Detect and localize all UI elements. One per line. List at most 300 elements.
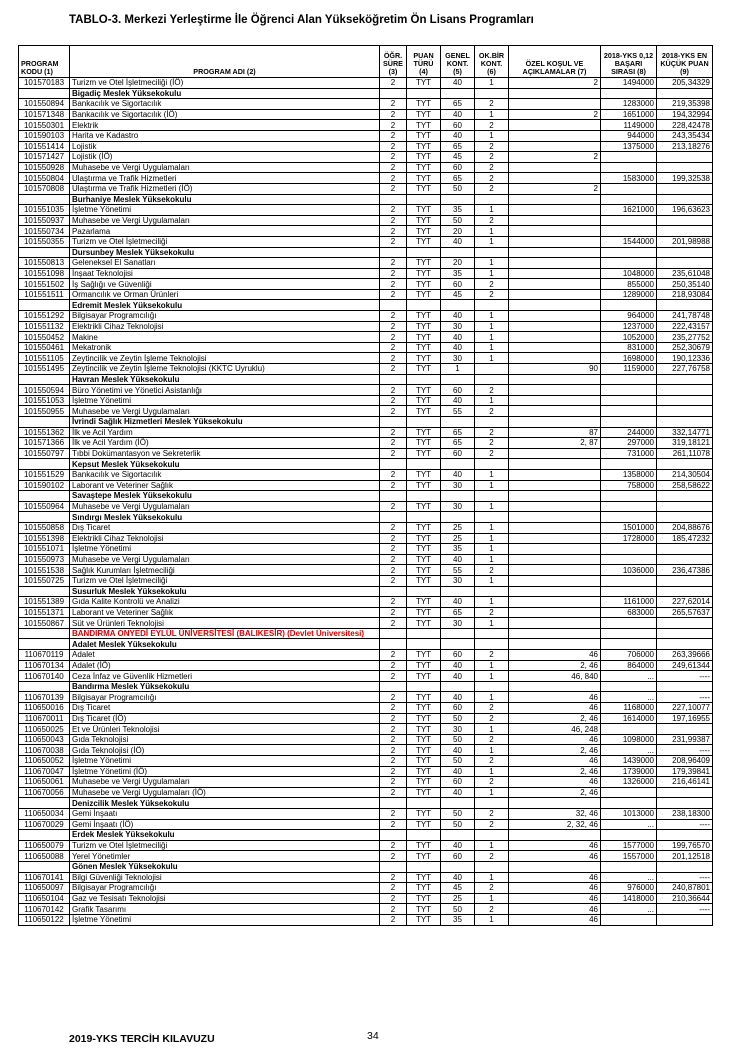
program-code-cell: 101550937: [19, 215, 70, 226]
empty-cell: [475, 459, 509, 470]
top-student-quota-cell: 2: [475, 703, 509, 714]
table-row: [19, 99, 713, 110]
top-student-quota-cell: [475, 364, 509, 375]
general-quota-cell: 50: [441, 713, 475, 724]
empty-cell: [601, 88, 657, 99]
general-quota-cell: 30: [441, 575, 475, 586]
min-score-cell: 252,30679: [657, 342, 713, 353]
program-code-cell: 101551511: [19, 289, 70, 300]
general-quota-cell: 50: [441, 904, 475, 915]
program-name-cell: Turizm ve Otel İşletmeciliği: [70, 575, 380, 586]
success-rank-cell: 244000: [601, 427, 657, 438]
min-score-cell: 228,42478: [657, 120, 713, 131]
special-conditions-cell: 46: [509, 840, 601, 851]
duration-cell: 2: [380, 395, 407, 406]
success-rank-cell: [601, 618, 657, 629]
duration-cell: 2: [380, 183, 407, 194]
empty-cell: [601, 417, 657, 428]
top-student-quota-cell: 1: [475, 575, 509, 586]
program-code-cell: 110670047: [19, 766, 70, 777]
min-score-cell: 214,30504: [657, 469, 713, 480]
table-row: [19, 766, 713, 777]
general-quota-cell: 40: [441, 787, 475, 798]
duration-cell: 2: [380, 883, 407, 894]
empty-cell: [475, 681, 509, 692]
empty-cell: [509, 512, 601, 523]
duration-cell: 2: [380, 671, 407, 682]
empty-cell: [509, 681, 601, 692]
min-score-cell: 199,32538: [657, 173, 713, 184]
school-header-row: [19, 491, 713, 502]
top-student-quota-cell: 2: [475, 565, 509, 576]
table-row: [19, 353, 713, 364]
score-type-cell: TYT: [407, 914, 441, 925]
school-header-row: [19, 861, 713, 872]
program-name-cell: Turizm ve Otel İşletmeciliği: [70, 236, 380, 247]
duration-cell: 2: [380, 427, 407, 438]
table-row: [19, 883, 713, 894]
empty-cell: [380, 830, 407, 841]
table-row: [19, 533, 713, 544]
program-code-cell: 101571348: [19, 109, 70, 120]
general-quota-cell: 30: [441, 724, 475, 735]
empty-cell: [19, 830, 70, 841]
general-quota-cell: 50: [441, 808, 475, 819]
empty-cell: [19, 681, 70, 692]
top-student-quota-cell: 2: [475, 173, 509, 184]
special-conditions-cell: [509, 607, 601, 618]
success-rank-cell: 1418000: [601, 893, 657, 904]
program-name-cell: Muhasebe ve Vergi Uygulamaları: [70, 406, 380, 417]
top-student-quota-cell: 1: [475, 226, 509, 237]
school-header-row: [19, 88, 713, 99]
duration-cell: 2: [380, 904, 407, 915]
min-score-cell: 205,34329: [657, 78, 713, 89]
table-row: [19, 914, 713, 925]
duration-cell: 2: [380, 914, 407, 925]
program-name-cell: Elektrikli Cihaz Teknolojisi: [70, 321, 380, 332]
score-type-cell: TYT: [407, 353, 441, 364]
program-code-cell: 101551398: [19, 533, 70, 544]
top-student-quota-cell: 2: [475, 819, 509, 830]
success-rank-cell: ...: [601, 904, 657, 915]
success-rank-cell: 1161000: [601, 597, 657, 608]
program-name-cell: Dış Ticaret: [70, 522, 380, 533]
special-conditions-cell: [509, 258, 601, 269]
program-code-cell: 110670139: [19, 692, 70, 703]
program-code-cell: 101551389: [19, 597, 70, 608]
top-student-quota-cell: 1: [475, 618, 509, 629]
program-name-cell: Muhasebe ve Vergi Uygulamaları: [70, 215, 380, 226]
table-row: [19, 78, 713, 89]
table-row: [19, 268, 713, 279]
general-quota-cell: 65: [441, 99, 475, 110]
success-rank-cell: [601, 385, 657, 396]
success-rank-cell: 1168000: [601, 703, 657, 714]
empty-cell: [441, 830, 475, 841]
school-header-row: [19, 417, 713, 428]
top-student-quota-cell: 1: [475, 78, 509, 89]
empty-cell: [657, 586, 713, 597]
program-code-cell: 101571427: [19, 152, 70, 163]
empty-cell: [475, 639, 509, 650]
empty-cell: [407, 639, 441, 650]
special-conditions-cell: [509, 226, 601, 237]
general-quota-cell: 50: [441, 734, 475, 745]
top-student-quota-cell: 1: [475, 321, 509, 332]
table-row: [19, 660, 713, 671]
program-code-cell: 101551414: [19, 141, 70, 152]
table-row: [19, 756, 713, 767]
top-student-quota-cell: 1: [475, 109, 509, 120]
program-name-cell: Lojistik: [70, 141, 380, 152]
general-quota-cell: 40: [441, 332, 475, 343]
empty-cell: [19, 459, 70, 470]
special-conditions-cell: 46: [509, 650, 601, 661]
special-conditions-cell: [509, 205, 601, 216]
top-student-quota-cell: 1: [475, 692, 509, 703]
min-score-cell: 194,32994: [657, 109, 713, 120]
duration-cell: 2: [380, 78, 407, 89]
program-code-cell: 110670141: [19, 872, 70, 883]
general-quota-cell: 60: [441, 162, 475, 173]
min-score-cell: 219,35398: [657, 99, 713, 110]
general-quota-cell: 40: [441, 671, 475, 682]
general-quota-cell: 30: [441, 618, 475, 629]
table-row: [19, 745, 713, 756]
empty-cell: [407, 586, 441, 597]
general-quota-cell: 65: [441, 607, 475, 618]
duration-cell: 2: [380, 575, 407, 586]
empty-cell: [407, 861, 441, 872]
program-code-cell: 101550867: [19, 618, 70, 629]
score-type-cell: TYT: [407, 692, 441, 703]
empty-cell: [380, 374, 407, 385]
general-quota-cell: 55: [441, 406, 475, 417]
score-type-cell: TYT: [407, 808, 441, 819]
empty-cell: [19, 491, 70, 502]
top-student-quota-cell: 2: [475, 438, 509, 449]
duration-cell: 2: [380, 501, 407, 512]
empty-cell: [19, 512, 70, 523]
program-code-cell: 101550894: [19, 99, 70, 110]
special-conditions-cell: [509, 289, 601, 300]
program-code-cell: 101551105: [19, 353, 70, 364]
program-code-cell: 110670038: [19, 745, 70, 756]
header-success-rank: 2018-YKS 0,12 BAŞARI SIRASI (8): [601, 46, 657, 78]
duration-cell: 2: [380, 703, 407, 714]
general-quota-cell: 40: [441, 766, 475, 777]
program-name-cell: Ormancılık ve Orman Ürünleri: [70, 289, 380, 300]
success-rank-cell: 1048000: [601, 268, 657, 279]
duration-cell: 2: [380, 692, 407, 703]
empty-cell: [657, 798, 713, 809]
duration-cell: 2: [380, 660, 407, 671]
general-quota-cell: 40: [441, 554, 475, 565]
special-conditions-cell: 2, 32, 46: [509, 819, 601, 830]
score-type-cell: TYT: [407, 777, 441, 788]
table-row: [19, 395, 713, 406]
top-student-quota-cell: 1: [475, 893, 509, 904]
header-row: [19, 46, 713, 78]
empty-cell: [19, 417, 70, 428]
special-conditions-cell: [509, 120, 601, 131]
empty-cell: [509, 628, 601, 639]
success-rank-cell: 1439000: [601, 756, 657, 767]
success-rank-cell: 831000: [601, 342, 657, 353]
empty-cell: [601, 300, 657, 311]
program-code-cell: 101550734: [19, 226, 70, 237]
school-name: Erdek Meslek Yüksekokulu: [70, 830, 380, 841]
program-code-cell: 101550797: [19, 448, 70, 459]
program-name-cell: Gıda Kalite Kontrolü ve Analizi: [70, 597, 380, 608]
program-code-cell: 101550461: [19, 342, 70, 353]
empty-cell: [380, 417, 407, 428]
empty-cell: [441, 247, 475, 258]
program-code-cell: 110650034: [19, 808, 70, 819]
general-quota-cell: 65: [441, 427, 475, 438]
program-name-cell: Laborant ve Veteriner Sağlık: [70, 607, 380, 618]
program-name-cell: Muhasebe ve Vergi Uygulamaları: [70, 501, 380, 512]
min-score-cell: [657, 162, 713, 173]
duration-cell: 2: [380, 289, 407, 300]
program-code-cell: 101550973: [19, 554, 70, 565]
program-code-cell: 101550804: [19, 173, 70, 184]
empty-cell: [19, 300, 70, 311]
score-type-cell: TYT: [407, 745, 441, 756]
score-type-cell: TYT: [407, 724, 441, 735]
general-quota-cell: 45: [441, 289, 475, 300]
success-rank-cell: 1149000: [601, 120, 657, 131]
duration-cell: 2: [380, 311, 407, 322]
program-name-cell: Pazarlama: [70, 226, 380, 237]
duration-cell: 2: [380, 808, 407, 819]
program-name-cell: İlk ve Acil Yardım: [70, 427, 380, 438]
top-student-quota-cell: 2: [475, 385, 509, 396]
special-conditions-cell: [509, 130, 601, 141]
table-row: [19, 141, 713, 152]
min-score-cell: [657, 406, 713, 417]
score-type-cell: TYT: [407, 183, 441, 194]
duration-cell: 2: [380, 522, 407, 533]
table-row: [19, 777, 713, 788]
duration-cell: 2: [380, 713, 407, 724]
program-code-cell: 101590103: [19, 130, 70, 141]
special-conditions-cell: [509, 565, 601, 576]
score-type-cell: TYT: [407, 109, 441, 120]
success-rank-cell: [601, 501, 657, 512]
program-code-cell: 110650043: [19, 734, 70, 745]
program-name-cell: İş Sağlığı ve Güvenliği: [70, 279, 380, 290]
empty-cell: [657, 628, 713, 639]
special-conditions-cell: 46: [509, 777, 601, 788]
program-name-cell: Turizm ve Otel İşletmeciliği (İÖ): [70, 78, 380, 89]
duration-cell: 2: [380, 777, 407, 788]
min-score-cell: 265,57637: [657, 607, 713, 618]
general-quota-cell: 40: [441, 109, 475, 120]
score-type-cell: TYT: [407, 607, 441, 618]
duration-cell: 2: [380, 406, 407, 417]
program-name-cell: İşletme Yönetimi: [70, 395, 380, 406]
score-type-cell: TYT: [407, 438, 441, 449]
score-type-cell: TYT: [407, 501, 441, 512]
school-header-row: [19, 374, 713, 385]
special-conditions-cell: 46: [509, 883, 601, 894]
empty-cell: [657, 417, 713, 428]
general-quota-cell: 30: [441, 501, 475, 512]
program-name-cell: Sağlık Kurumları İşletmeciliği: [70, 565, 380, 576]
empty-cell: [441, 374, 475, 385]
program-name-cell: Bankacılık ve Sigortacılık: [70, 469, 380, 480]
success-rank-cell: 1557000: [601, 851, 657, 862]
program-name-cell: Geleneksel El Sanatları: [70, 258, 380, 269]
special-conditions-cell: [509, 173, 601, 184]
top-student-quota-cell: 1: [475, 872, 509, 883]
min-score-cell: 235,61048: [657, 268, 713, 279]
school-name: Dursunbey Meslek Yüksekokulu: [70, 247, 380, 258]
special-conditions-cell: [509, 99, 601, 110]
program-name-cell: Ceza İnfaz ve Güvenlik Hizmetleri: [70, 671, 380, 682]
program-code-cell: 110650104: [19, 893, 70, 904]
duration-cell: 2: [380, 215, 407, 226]
table-row: [19, 618, 713, 629]
school-name: Burhaniye Meslek Yüksekokulu: [70, 194, 380, 205]
success-rank-cell: ...: [601, 692, 657, 703]
success-rank-cell: ...: [601, 872, 657, 883]
top-student-quota-cell: 2: [475, 120, 509, 131]
score-type-cell: TYT: [407, 734, 441, 745]
program-name-cell: Adalet: [70, 650, 380, 661]
program-code-cell: 110650097: [19, 883, 70, 894]
program-code-cell: 101550858: [19, 522, 70, 533]
empty-cell: [441, 628, 475, 639]
empty-cell: [407, 88, 441, 99]
empty-cell: [601, 681, 657, 692]
min-score-cell: 201,98988: [657, 236, 713, 247]
header-special-conditions: ÖZEL KOŞUL VE AÇIKLAMALAR (7): [509, 46, 601, 78]
program-name-cell: Muhasebe ve Vergi Uygulamaları (İÖ): [70, 787, 380, 798]
program-code-cell: 110670134: [19, 660, 70, 671]
empty-cell: [509, 459, 601, 470]
success-rank-cell: 976000: [601, 883, 657, 894]
empty-cell: [475, 417, 509, 428]
school-header-row: [19, 830, 713, 841]
program-name-cell: İşletme Yönetimi: [70, 544, 380, 555]
special-conditions-cell: [509, 162, 601, 173]
general-quota-cell: 20: [441, 258, 475, 269]
empty-cell: [601, 459, 657, 470]
score-type-cell: TYT: [407, 650, 441, 661]
program-code-cell: 101550928: [19, 162, 70, 173]
special-conditions-cell: [509, 597, 601, 608]
special-conditions-cell: [509, 554, 601, 565]
duration-cell: 2: [380, 438, 407, 449]
duration-cell: 2: [380, 787, 407, 798]
score-type-cell: TYT: [407, 840, 441, 851]
duration-cell: 2: [380, 734, 407, 745]
score-type-cell: TYT: [407, 311, 441, 322]
score-type-cell: TYT: [407, 883, 441, 894]
top-student-quota-cell: 1: [475, 533, 509, 544]
duration-cell: 2: [380, 279, 407, 290]
special-conditions-cell: [509, 321, 601, 332]
top-student-quota-cell: 1: [475, 236, 509, 247]
table-row: [19, 501, 713, 512]
duration-cell: 2: [380, 205, 407, 216]
score-type-cell: TYT: [407, 851, 441, 862]
top-student-quota-cell: 1: [475, 787, 509, 798]
min-score-cell: ----: [657, 819, 713, 830]
min-score-cell: 196,63623: [657, 205, 713, 216]
score-type-cell: TYT: [407, 395, 441, 406]
program-code-cell: 101550355: [19, 236, 70, 247]
general-quota-cell: 25: [441, 533, 475, 544]
table-row: [19, 385, 713, 396]
program-code-cell: 110670142: [19, 904, 70, 915]
program-code-cell: 101551132: [19, 321, 70, 332]
special-conditions-cell: [509, 448, 601, 459]
duration-cell: 2: [380, 120, 407, 131]
general-quota-cell: 25: [441, 893, 475, 904]
success-rank-cell: 944000: [601, 130, 657, 141]
success-rank-cell: 1326000: [601, 777, 657, 788]
program-name-cell: Tıbbi Dokümantasyon ve Sekreterlik: [70, 448, 380, 459]
empty-cell: [441, 491, 475, 502]
program-code-cell: 101550594: [19, 385, 70, 396]
success-rank-cell: 297000: [601, 438, 657, 449]
program-name-cell: Dış Ticaret (İÖ): [70, 713, 380, 724]
general-quota-cell: 35: [441, 268, 475, 279]
duration-cell: 2: [380, 385, 407, 396]
score-type-cell: TYT: [407, 787, 441, 798]
score-type-cell: TYT: [407, 279, 441, 290]
program-name-cell: Bankacılık ve Sigortacılık: [70, 99, 380, 110]
success-rank-cell: 1289000: [601, 289, 657, 300]
general-quota-cell: 40: [441, 840, 475, 851]
min-score-cell: [657, 258, 713, 269]
program-name-cell: İşletme Yönetimi: [70, 756, 380, 767]
min-score-cell: 261,11078: [657, 448, 713, 459]
min-score-cell: 249,61344: [657, 660, 713, 671]
program-code-cell: 101570808: [19, 183, 70, 194]
top-student-quota-cell: 1: [475, 130, 509, 141]
top-student-quota-cell: 2: [475, 448, 509, 459]
empty-cell: [509, 374, 601, 385]
program-name-cell: Gıda Teknolojisi: [70, 734, 380, 745]
empty-cell: [380, 639, 407, 650]
table-row: [19, 438, 713, 449]
table-row: [19, 236, 713, 247]
general-quota-cell: 40: [441, 78, 475, 89]
duration-cell: 2: [380, 141, 407, 152]
success-rank-cell: 1494000: [601, 78, 657, 89]
success-rank-cell: 1614000: [601, 713, 657, 724]
special-conditions-cell: [509, 141, 601, 152]
success-rank-cell: 1621000: [601, 205, 657, 216]
min-score-cell: 238,18300: [657, 808, 713, 819]
top-student-quota-cell: 2: [475, 162, 509, 173]
empty-cell: [657, 194, 713, 205]
empty-cell: [380, 798, 407, 809]
empty-cell: [441, 861, 475, 872]
program-code-cell: 101551362: [19, 427, 70, 438]
success-rank-cell: 1577000: [601, 840, 657, 851]
table-row: [19, 332, 713, 343]
program-code-cell: 101550813: [19, 258, 70, 269]
duration-cell: 2: [380, 321, 407, 332]
special-conditions-cell: [509, 215, 601, 226]
empty-cell: [380, 628, 407, 639]
